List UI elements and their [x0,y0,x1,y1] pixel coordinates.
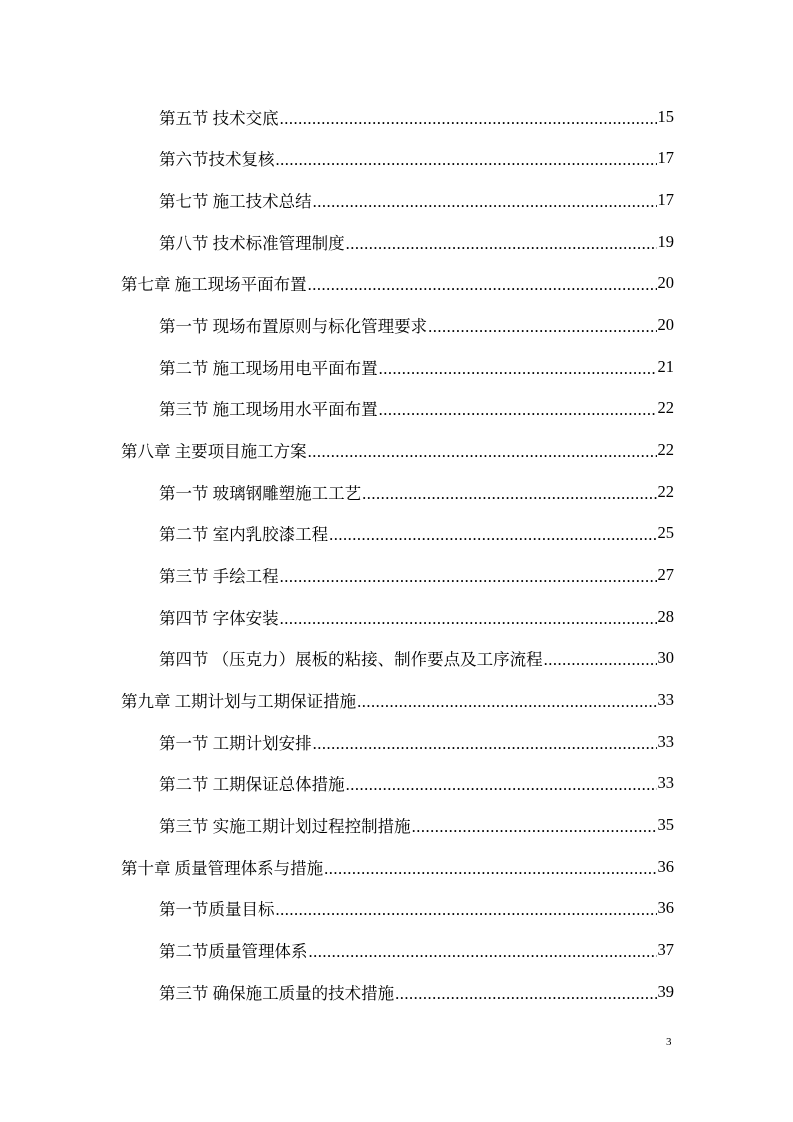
dot-leader [324,859,656,879]
toc-entry-section[interactable] [121,304,674,346]
toc-entry-page: 33 [657,690,674,710]
dot-leader [276,150,657,170]
toc-entry-title: 第二节 室内乳胶漆工程 [159,525,329,545]
toc-entry-page: 27 [657,565,674,585]
toc-entry-chapter[interactable] [121,263,674,305]
dot-leader [308,275,657,295]
toc-entry-title: 第一节质量目标 [159,900,275,920]
toc-entry-title: 第四节 （压克力）展板的粘接、制作要点及工序流程 [159,650,543,670]
dot-leader [308,442,657,462]
toc-entry-section[interactable] [121,388,674,430]
toc-entry-title: 第十章 质量管理体系与措施 [121,858,324,878]
toc-entry-section[interactable] [121,929,674,971]
dot-leader [313,734,657,754]
dot-leader [313,192,657,212]
toc-entry-title: 第六节技术复核 [159,150,275,170]
toc-entry-title: 第二节 工期保证总体措施 [159,775,345,795]
toc-entry-title: 第三节 实施工期计划过程控制措施 [159,816,411,836]
toc-entry-page: 28 [657,606,674,626]
dot-leader [362,484,656,504]
toc-entry-title: 第四节 字体安装 [159,608,279,628]
dot-leader [329,525,656,545]
toc-entry-page: 19 [657,231,674,251]
toc-entry-title: 第八章 主要项目施工方案 [121,442,307,462]
toc-entry-page: 17 [657,190,674,210]
toc-entry-chapter[interactable] [121,429,674,471]
toc-entry-page: 20 [657,273,674,293]
toc-entry-section[interactable] [121,554,674,596]
toc-entry-page: 25 [657,523,674,543]
dot-leader [428,317,656,337]
toc-entry-page: 33 [657,773,674,793]
toc-entry-page: 21 [657,356,674,376]
toc-entry-page: 36 [657,856,674,876]
toc-entry-section[interactable] [121,96,674,138]
toc-entry-section[interactable] [121,179,674,221]
toc-entry-title: 第八节 技术标准管理制度 [159,233,345,253]
dot-leader [379,359,657,379]
toc-entry-page: 20 [657,315,674,335]
table-of-contents [121,96,674,1012]
toc-entry-page: 15 [657,106,674,126]
dot-leader [280,109,657,129]
toc-entry-section[interactable] [121,221,674,263]
toc-entry-page: 17 [657,148,674,168]
dot-leader [346,234,657,254]
toc-entry-title: 第三节 确保施工质量的技术措施 [159,983,395,1003]
dot-leader [280,609,657,629]
toc-entry-page: 35 [657,814,674,834]
toc-entry-section[interactable] [121,721,674,763]
dot-leader [357,692,656,712]
dot-leader [276,900,657,920]
toc-entry-title: 第三节 施工现场用水平面布置 [159,400,378,420]
toc-entry-title: 第二节质量管理体系 [159,941,308,961]
toc-entry-page: 37 [657,939,674,959]
dot-leader [412,817,657,837]
toc-entry-section[interactable] [121,887,674,929]
toc-entry-title: 第一节 工期计划安排 [159,733,312,753]
toc-entry-page: 22 [657,481,674,501]
toc-entry-title: 第二节 施工现场用电平面布置 [159,358,378,378]
dot-leader [379,400,657,420]
toc-entry-page: 30 [657,648,674,668]
toc-entry-chapter[interactable] [121,846,674,888]
toc-entry-title: 第一节 玻璃钢雕塑施工工艺 [159,483,362,503]
page-number: 3 [666,1036,672,1048]
toc-entry-section[interactable] [121,471,674,513]
toc-entry-page: 33 [657,731,674,751]
toc-entry-page: 39 [657,981,674,1001]
toc-entry-section[interactable] [121,971,674,1013]
dot-leader [544,650,657,670]
toc-entry-section[interactable] [121,763,674,805]
dot-leader [395,984,656,1004]
toc-entry-page: 22 [657,440,674,460]
toc-entry-section[interactable] [121,513,674,555]
toc-entry-page: 22 [657,398,674,418]
dot-leader [346,775,657,795]
toc-entry-section[interactable] [121,804,674,846]
toc-entry-title: 第一节 现场布置原则与标化管理要求 [159,317,428,337]
toc-entry-title: 第九章 工期计划与工期保证措施 [121,692,357,712]
toc-entry-title: 第七章 施工现场平面布置 [121,275,307,295]
toc-entry-page: 36 [657,898,674,918]
toc-entry-chapter[interactable] [121,679,674,721]
dot-leader [280,567,657,587]
toc-entry-title: 第五节 技术交底 [159,108,279,128]
toc-entry-section[interactable] [121,138,674,180]
toc-entry-section[interactable] [121,596,674,638]
toc-entry-title: 第三节 手绘工程 [159,567,279,587]
dot-leader [309,942,657,962]
toc-entry-title: 第七节 施工技术总结 [159,192,312,212]
toc-entry-section[interactable] [121,638,674,680]
toc-entry-section[interactable] [121,346,674,388]
